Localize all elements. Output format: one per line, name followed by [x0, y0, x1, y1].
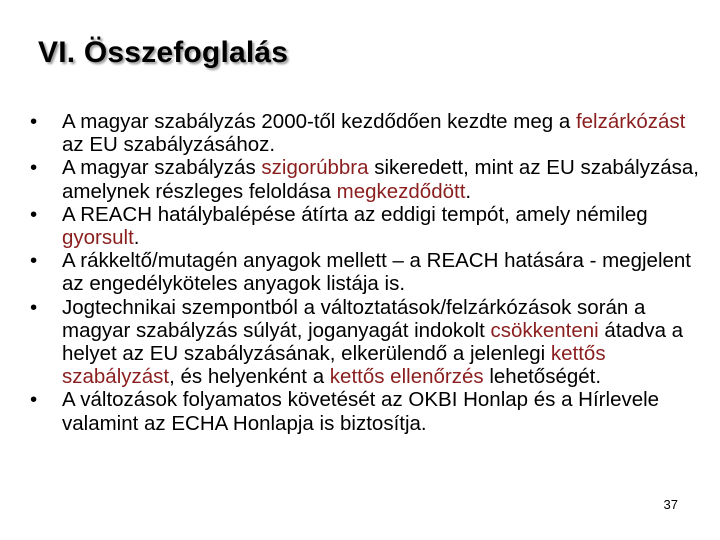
highlighted-term: felzárkózást	[575, 110, 686, 133]
highlighted-term: kettős szabályzást	[62, 342, 606, 389]
bullet-item: • A magyar szabályzás szigorúbbra sikeredett, mint az EU szabályzása, amelynek részleges feloldása megkezdődött.	[30, 156, 700, 202]
bullet-item: • Jogtechnikai szempontból a változtatások/felzárkózások során a magyar szabályzás súlyát, joganyagát indokolt csökkenteni átadva a helyet az EU szabályzásának, elkerülendő a jelenlegi kettős szabályzást, és helyenként a kettős ellenőrzés lehetőségét.	[30, 296, 700, 389]
highlighted-term: gyorsult	[62, 226, 134, 250]
bullet-item: • A rákkeltő/mutagén anyagok mellett – a REACH hatására - megjelent az engedélyköteles anyagok listája is.	[30, 249, 700, 295]
bullet-item: • A változások folyamatos követését az OKBI Honlap és a Hírlevele valamint az ECHA Honlapja is biztosítja.	[30, 388, 700, 434]
slide-title: VI. Összefoglalás	[38, 36, 289, 69]
highlighted-term: kettős ellenőrzés	[329, 365, 484, 389]
bullet-list	[30, 110, 700, 435]
bullet-item: • A magyar szabályzás 2000-től kezdődően kezdte meg a felzárkózást az EU szabályzásához.	[30, 110, 700, 156]
page-number: 37	[663, 497, 678, 512]
highlighted-term: megkezdődött	[336, 179, 466, 203]
highlighted-term: szigorúbbra	[261, 156, 369, 180]
highlighted-term: csökkenteni	[490, 318, 599, 342]
bullet-item: • A REACH hatálybalépése átírta az eddigi tempót, amely némileg gyorsult.	[30, 203, 700, 249]
